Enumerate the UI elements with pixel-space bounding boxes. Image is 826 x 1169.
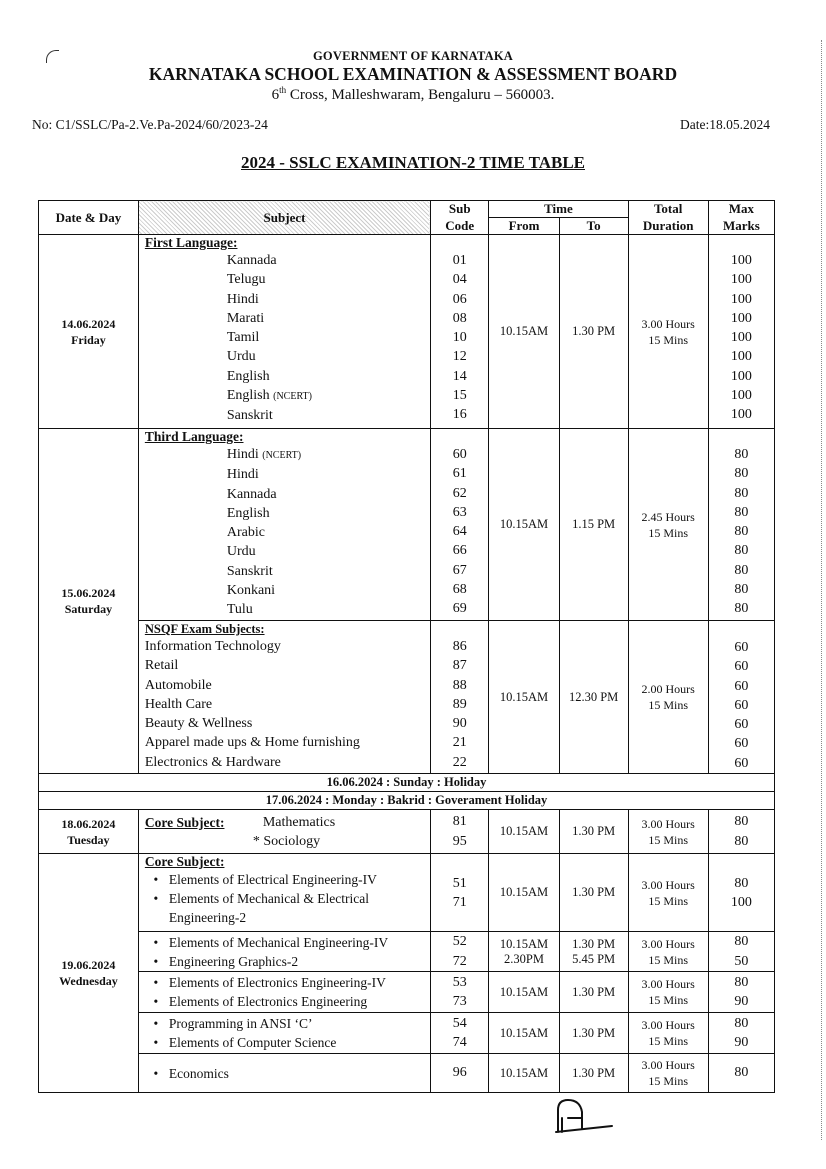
bullet-icon: • <box>153 934 159 950</box>
header-duration-1: Total <box>628 201 708 218</box>
section-title: Third Language: <box>144 429 244 444</box>
section-title: Core Subject: <box>144 854 225 870</box>
code-cell: 96 <box>431 1054 489 1093</box>
from-cell: 10.15AM <box>489 429 559 621</box>
header-subject: Subject <box>138 201 430 235</box>
marks-cell: 80 100 <box>708 854 774 932</box>
marks-cell: 80 <box>708 1054 774 1093</box>
table-row-day3 <box>39 810 775 854</box>
from-cell: 10.15AM <box>489 621 559 774</box>
subject-item: Marati <box>226 310 265 326</box>
to-cell: 1.30 PM 5.45 PM <box>559 932 628 972</box>
code-cell: 81 95 <box>431 810 489 854</box>
bullet-icon: • <box>153 1016 159 1032</box>
bullet-icon: • <box>153 975 159 991</box>
subject-item: Apparel made ups & Home furnishing <box>144 735 360 751</box>
to-cell: 12.30 PM <box>559 621 628 774</box>
duration-cell: 2.45 Hours 15 Mins <box>628 429 708 621</box>
header-duration-2: Duration <box>628 218 708 235</box>
subject-item: Automobile <box>144 677 212 693</box>
subject-item: * Sociology <box>252 833 321 849</box>
section-title: NSQF Exam Subjects: <box>144 622 265 636</box>
subject-item: English <box>226 505 270 521</box>
header-sub-code-1: Sub <box>431 201 489 218</box>
subject-cell <box>138 1013 430 1054</box>
subject-item: Hindi <box>226 291 259 307</box>
marks-cell: 80 80 80 80 80 80 80 80 80 <box>708 429 774 621</box>
subject-item: Tulu <box>226 602 253 618</box>
table-row-day4-group3 <box>39 972 775 1013</box>
duration-cell: 3.00 Hours 15 Mins <box>628 235 708 429</box>
subject-item: Electronics & Hardware <box>144 754 281 770</box>
subject-item: Kannada <box>226 253 277 268</box>
subject-item: • Elements of Electronics Engineering-IV <box>139 973 430 992</box>
timetable <box>38 200 775 1093</box>
header-date-day: Date & Day <box>39 201 139 235</box>
header-time: Time <box>489 201 628 218</box>
subject-cell <box>138 854 430 932</box>
marks-cell: 80 80 <box>708 810 774 854</box>
date-cell: 15.06.2024 Saturday <box>39 429 139 774</box>
header-marks-1: Max <box>708 201 774 218</box>
subject-item: English <box>226 368 270 384</box>
subject-item: • Elements of Computer Science <box>139 1033 430 1052</box>
subject-item: • Programming in ANSI ‘C’ <box>139 1014 430 1033</box>
subject-item: Arabic <box>226 525 265 541</box>
holiday-row <box>39 792 775 810</box>
date-cell: 19.06.2024 Wednesday <box>39 854 139 1093</box>
to-cell: 1.30 PM <box>559 1054 628 1093</box>
subject-item: Kannada <box>226 486 277 502</box>
duration-cell: 2.00 Hours 15 Mins <box>628 621 708 774</box>
subject-item: • Engineering Graphics-2 <box>139 952 430 971</box>
table-row-day2-third-language <box>39 429 775 621</box>
marks-cell: 80 90 <box>708 1013 774 1054</box>
table-row-day4-group2 <box>39 932 775 972</box>
code-cell: 52 72 <box>431 932 489 972</box>
to-cell: 1.30 PM <box>559 810 628 854</box>
subject-item: • Economics <box>139 1064 430 1083</box>
subject-item: • Elements of Electrical Engineering-IV <box>139 870 430 889</box>
subject-item: Konkani <box>226 583 276 599</box>
subject-item: • Elements of Mechanical & Electrical Engineering-2 <box>139 889 430 927</box>
bullet-icon: • <box>153 1065 159 1081</box>
marks-cell: 80 90 <box>708 972 774 1013</box>
date-cell: 18.06.2024 Tuesday <box>39 810 139 854</box>
reference-number: No: C1/SSLC/Pa-2.Ve.Pa-2024/60/2023-24 <box>32 117 268 132</box>
bullet-icon: • <box>153 994 159 1010</box>
header-from: From <box>489 218 559 235</box>
header-to: To <box>559 218 628 235</box>
marks-cell: 100 100 100 100 100 100 100 100 100 <box>708 235 774 429</box>
duration-cell: 3.00 Hours 15 Mins <box>628 1054 708 1093</box>
subject-item: Retail <box>144 658 179 674</box>
duration-cell: 3.00 Hours 15 Mins <box>628 1013 708 1054</box>
subject-item: • Elements of Electronics Engineering <box>139 992 430 1011</box>
subject-item: Mathematics <box>262 814 336 830</box>
from-cell: 10.15AM <box>489 810 559 854</box>
board-address: 6th Cross, Malleshwaram, Bengaluru – 560003. <box>271 85 555 103</box>
duration-cell: 3.00 Hours 15 Mins <box>628 854 708 932</box>
subject-item: Health Care <box>144 696 213 712</box>
subject-cell <box>138 429 430 621</box>
code-cell: 54 74 <box>431 1013 489 1054</box>
table-row-day2-nsqf <box>39 621 775 774</box>
duration-cell: 3.00 Hours 15 Mins <box>628 972 708 1013</box>
subject-cell <box>138 1054 430 1093</box>
code-cell: 53 73 <box>431 972 489 1013</box>
code-cell: 01 04 06 08 10 12 14 15 16 <box>431 235 489 429</box>
marks-cell: 60 60 60 60 60 60 60 <box>708 621 774 774</box>
board-title: KARNATAKA SCHOOL EXAMINATION & ASSESSMENT BOARD <box>148 64 678 84</box>
subject-item: Urdu <box>226 544 256 560</box>
to-cell: 1.15 PM <box>559 429 628 621</box>
to-cell: 1.30 PM <box>559 235 628 429</box>
holiday-bakrid: 17.06.2024 : Monday : Bakrid : Goverament Holiday <box>39 792 775 810</box>
date-cell: 14.06.2024 Friday <box>39 235 139 429</box>
table-row-day4-group4 <box>39 1013 775 1054</box>
code-cell: 86 87 88 89 90 21 22 <box>431 621 489 774</box>
holiday-sunday: 16.06.2024 : Sunday : Holiday <box>39 774 775 792</box>
subject-item: Telugu <box>226 272 266 288</box>
subject-item: Urdu <box>226 349 256 365</box>
subject-item: Sanskrit <box>226 408 273 424</box>
government-title: GOVERNMENT OF KARNATAKA <box>313 49 513 63</box>
table-row-day1 <box>39 235 775 429</box>
section-title: Core Subject: <box>144 814 225 830</box>
subject-cell <box>138 932 430 972</box>
page-edge <box>821 40 823 1140</box>
marks-cell: 80 50 <box>708 932 774 972</box>
duration-cell: 3.00 Hours 15 Mins <box>628 810 708 854</box>
subject-item: Beauty & Wellness <box>144 716 253 732</box>
from-cell: 10.15AM <box>489 1013 559 1054</box>
to-cell: 1.30 PM <box>559 1013 628 1054</box>
bullet-icon: • <box>153 1035 159 1051</box>
bullet-icon: • <box>153 891 159 907</box>
to-cell: 1.30 PM <box>559 972 628 1013</box>
subject-cell <box>138 621 430 774</box>
subject-item: Tamil <box>226 330 260 346</box>
from-cell: 10.15AM <box>489 972 559 1013</box>
subject-item: Hindi (NCERT) <box>226 447 302 462</box>
subject-item: • Elements of Mechanical Engineering-IV <box>139 933 430 952</box>
code-cell: 51 71 <box>431 854 489 932</box>
subject-item: Hindi <box>226 467 259 483</box>
subject-item: Information Technology <box>144 639 281 654</box>
holiday-row <box>39 774 775 792</box>
to-cell: 1.30 PM <box>559 854 628 932</box>
page-title: 2024 - SSLC EXAMINATION-2 TIME TABLE <box>241 153 585 172</box>
subject-cell <box>138 235 430 429</box>
header-row <box>39 201 775 218</box>
bullet-icon: • <box>153 872 159 888</box>
document-date: Date:18.05.2024 <box>680 117 770 132</box>
bullet-icon: • <box>153 953 159 969</box>
table-row-day4-group1 <box>39 854 775 932</box>
subject-cell <box>138 810 430 854</box>
section-title: First Language: <box>144 235 238 250</box>
from-cell: 10.15AM <box>489 854 559 932</box>
duration-cell: 3.00 Hours 15 Mins <box>628 932 708 972</box>
signature-icon <box>552 1098 632 1138</box>
header-marks-2: Marks <box>708 218 774 235</box>
header-sub-code-2: Code <box>431 218 489 235</box>
subject-cell <box>138 972 430 1013</box>
from-cell: 10.15AM <box>489 1054 559 1093</box>
subject-item: Sanskrit <box>226 563 273 579</box>
code-cell: 60 61 62 63 64 66 67 68 69 <box>431 429 489 621</box>
from-cell: 10.15AM <box>489 235 559 429</box>
table-row-day4-group5 <box>39 1054 775 1093</box>
from-cell: 10.15AM 2.30PM <box>489 932 559 972</box>
subject-item: English (NCERT) <box>226 388 312 404</box>
